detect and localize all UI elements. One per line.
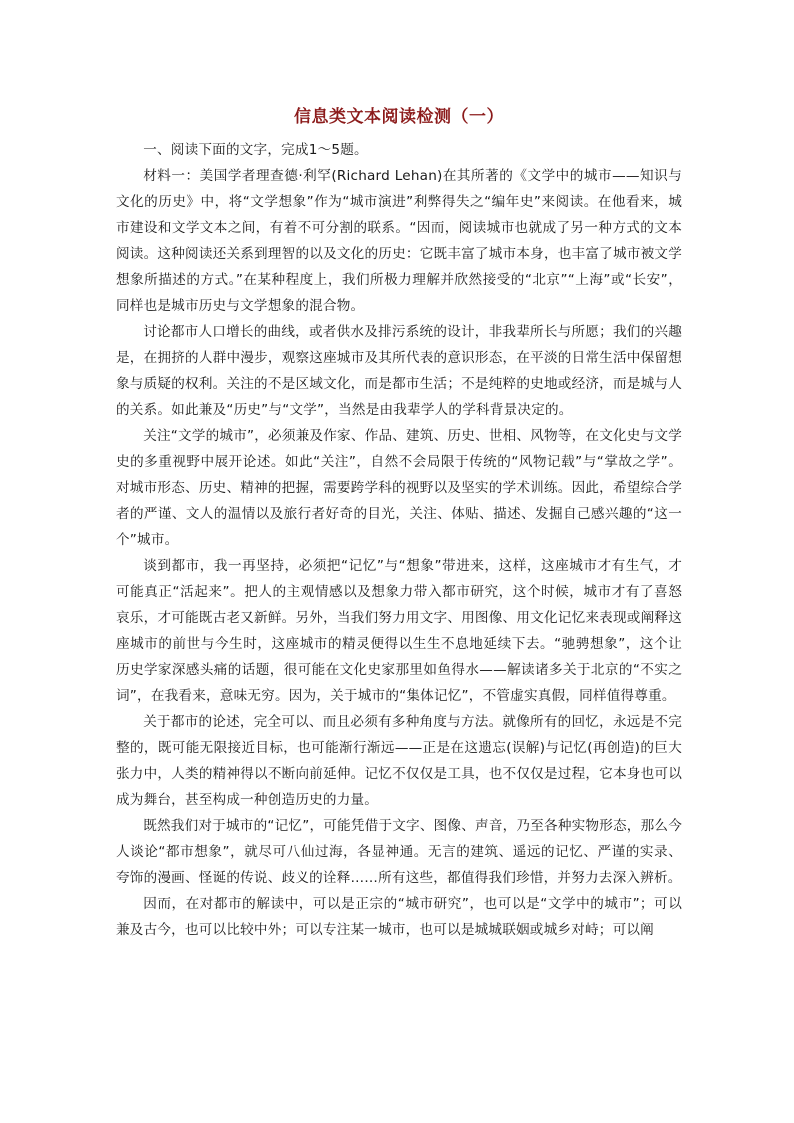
body-paragraph: 讨论都市人口增长的曲线，或者供水及排污系统的设计，非我辈所长与所愿；我们的兴趣是，在拥挤的人群中漫步，观察这座城市及其所代表的意识形态，在平淡的日常生活中保留想象与质疑的权利。关注的不是区域文化，而是都市生活；不是纯粹的史地或经济，而是城与人的关系。如此兼及“历史”与“文学”，当然是由我辈学人的学科背景决定的。 (116, 324, 682, 418)
body-paragraph: 材料一：美国学者理查德·利罕(Richard Lehan)在其所著的《文学中的城市——知识与文化的历史》中，将“文学想象”作为“城市演进”利弊得失之“编年史”来阅读。在他看来，城市建设和文学文本之间，有着不可分割的联系。“因而，阅读城市也就成了另一种方式的文本阅读。这种阅读还关系到理智的以及文化的历史：它既丰富了城市本身，也丰富了城市被文学想象所描述的方式。”在某种程度上，我们所极力理解并欣然接受的“北京”“上海”或“长安”，同样也是城市历史与文学想象的混合物。 (116, 168, 682, 314)
document-page (116, 104, 682, 943)
body-paragraph: 谈到都市，我一再坚持，必须把“记忆”与“想象”带进来，这样，这座城市才有生气，才可能真正“活起来”。把人的主观情感以及想象力带入都市研究，这个时候，城市才有了喜怒哀乐，才可能既古老又新鲜。另外，当我们努力用文字、用图像、用文化记忆来表现或阐释这座城市的前世与今生时，这座城市的精灵便得以生生不息地延续下去。“驰骋想象”，这个让历史学家深感头痛的话题，很可能在文化史家那里如鱼得水——解读诸多关于北京的“不实之词”，在我看来，意味无穷。因为，关于城市的“集体记忆”，不管虚实真假，同样值得尊重。 (116, 558, 682, 704)
body-paragraph: 关于都市的论述，完全可以、而且必须有多种角度与方法。就像所有的回忆，永远是不完整的，既可能无限接近目标，也可能渐行渐远——正是在这遗忘(误解)与记忆(再创造)的巨大张力中，人类的精神得以不断向前延伸。记忆不仅仅是工具，也不仅仅是过程，它本身也可以成为舞台，甚至构成一种创造历史的力量。 (116, 714, 682, 808)
document-title: 信息类文本阅读检测（一） (294, 107, 504, 127)
instruction-paragraph: 一、阅读下面的文字，完成1～5题。 (143, 142, 368, 158)
body-paragraph: 因而，在对都市的解读中，可以是正宗的“城市研究”，也可以是“文学中的城市”；可以兼及古今，也可以比较中外；可以专注某一城市，也可以是城城联姻或城乡对峙；可以阐 (116, 896, 682, 938)
body-paragraph: 关注“文学的城市”，必须兼及作家、作品、建筑、历史、世相、风物等，在文化史与文学史的多重视野中展开论述。如此“关注”，自然不会局限于传统的“风物记载”与“掌故之学”。对城市形态、历史、精神的把握，需要跨学科的视野以及坚实的学术训练。因此，希望综合学者的严谨、文人的温情以及旅行者好奇的目光，关注、体贴、描述、发掘自己感兴趣的“这一个”城市。 (116, 428, 682, 548)
body-paragraph: 既然我们对于城市的“记忆”，可能凭借于文字、图像、声音，乃至各种实物形态，那么今人谈论“都市想象”，就尽可八仙过海，各显神通。无言的建筑、遥远的记忆、严谨的实录、夸饰的漫画、怪诞的传说、歧义的诠释……所有这些，都值得我们珍惜，并努力去深入辨析。 (116, 818, 682, 886)
